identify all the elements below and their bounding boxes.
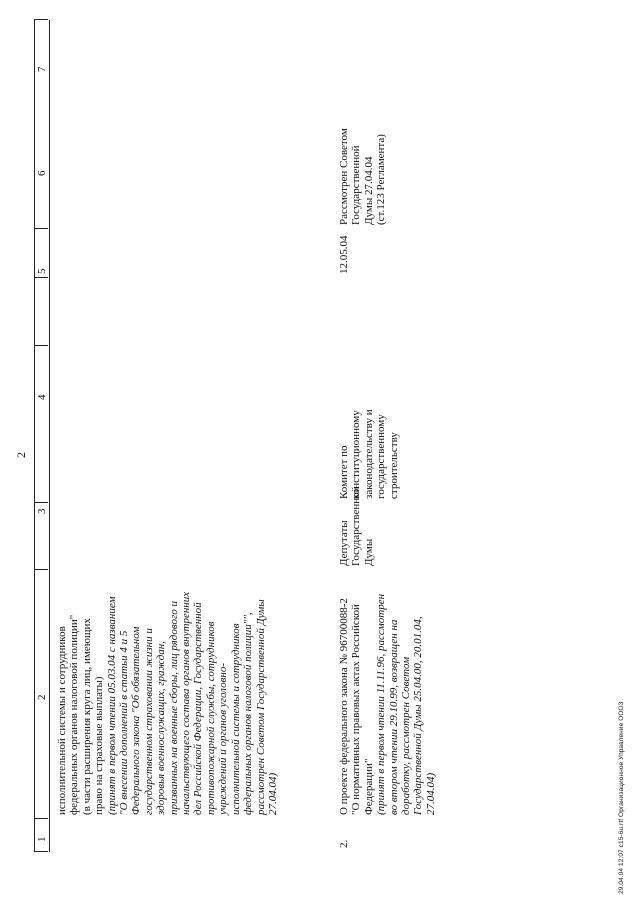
column-divider xyxy=(34,818,48,819)
column-divider xyxy=(34,228,48,229)
row1-col2-description: исполнительной системы и сотрудников федеральных органов налоговой полиции" (в части расширения круга лиц, имеющих право на страховые выплаты) (принят в первом чтении 05.03.04 с названием "О внесении дополнений в статьи 4 и 5 Федерального закона "Об обязательном государственном страховании жизни и здоровья военнослужащих, граждан, призванных на военные сборы, лиц рядового и начальствующего состава органов внутренних дел Российской Федерации, Государственной противопожарной службы, сотрудников учреждений и органов уголовно- исполнительной системы и сотрудников федеральных органов налоговой полиции"", рассмотрен Советом Государственной Думы 27.04.04) xyxy=(56,591,279,815)
column-header-3: 3 xyxy=(36,508,48,514)
column-header-4: 4 xyxy=(36,394,48,400)
page-number: 2 xyxy=(14,452,28,458)
row2-col3-initiator: Депутаты Государственной Думы xyxy=(338,486,375,566)
column-header-5: 5 xyxy=(36,268,48,274)
column-divider xyxy=(34,277,48,278)
column-header-7: 7 xyxy=(36,66,48,72)
column-header-6: 6 xyxy=(36,170,48,176)
column-divider xyxy=(34,345,48,346)
column-header-1: 1 xyxy=(36,836,48,842)
row2-col2-description: О проекте федерального закона № 96700088-2 "О нормативных правовых актах Российской Федерации" (принят в первом чтении 11.11.96, рассмотрен во втором чтении 29.10.99, возвращен на доработку, рассмотрен Советом Государственной Думы 25.04.00, 20.01.04, 27.04.04) xyxy=(338,593,437,815)
column-divider xyxy=(34,19,48,20)
column-divider xyxy=(34,569,48,570)
document-footer: 29.04.04 12:07 с15-6u.rtf Организационное Управление ООО3 xyxy=(618,701,625,894)
column-divider xyxy=(34,851,48,852)
row2-number: 2. xyxy=(338,839,350,848)
row2-col6-date: 12.05.04 xyxy=(338,235,350,274)
row2-col7-status: Рассмотрен Советом Государственной Думы 27.04.04 (ст.123 Регламента) xyxy=(338,128,388,225)
column-header-2: 2 xyxy=(36,694,48,700)
row2-col4-committee: Комитет по конституционному законодательству и государственному строительству xyxy=(338,409,400,499)
column-header-row xyxy=(34,20,50,852)
column-divider xyxy=(34,502,48,503)
